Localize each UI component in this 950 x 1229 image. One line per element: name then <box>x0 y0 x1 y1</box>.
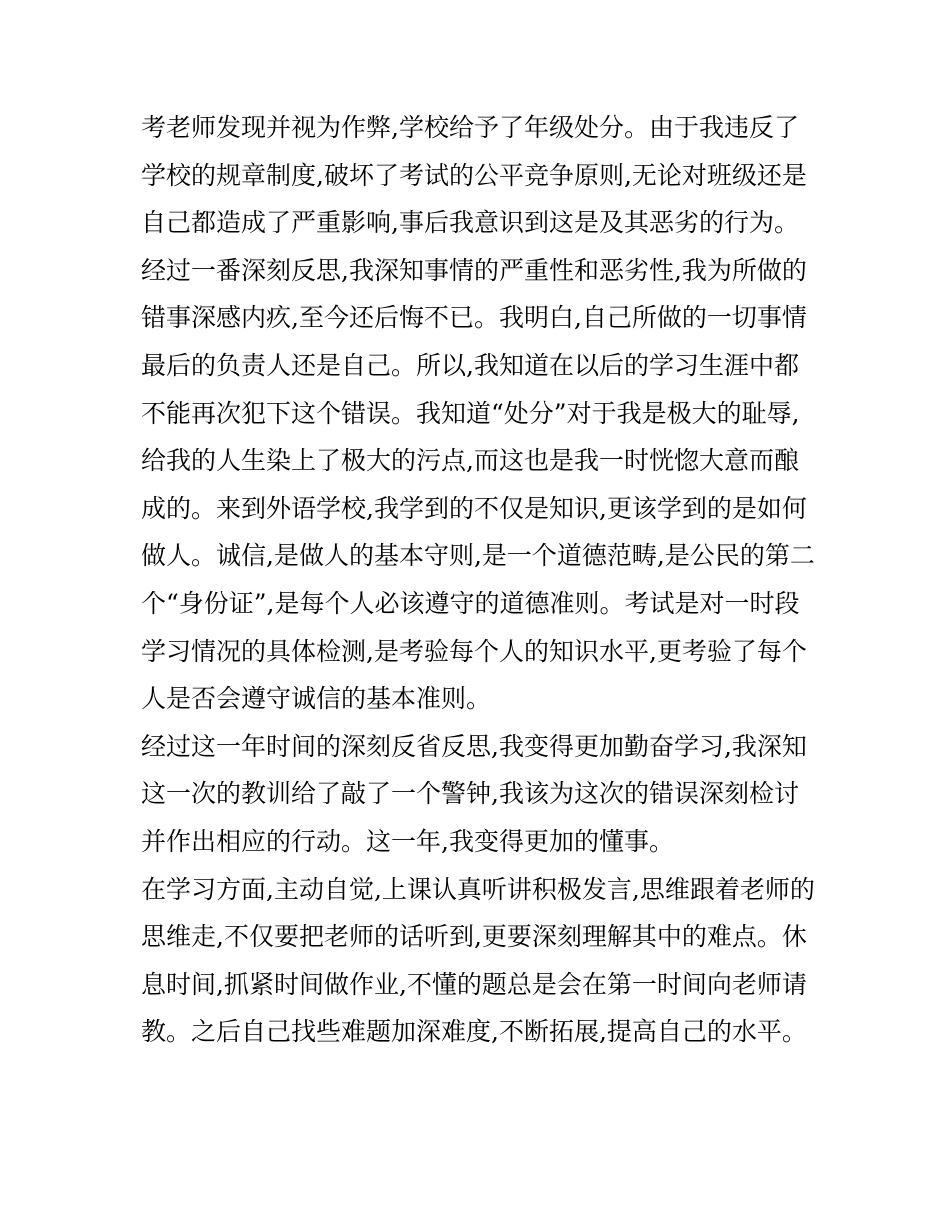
document-body <box>141 104 815 1056</box>
text-line: 息时间,抓紧时间做作业,不懂的题总是会在第一时间向老师请 <box>141 969 807 999</box>
text-line: 经过一番深刻反思,我深知事情的严重性和恶劣性,我为所做的 <box>141 255 807 285</box>
text-line: 成的。来到外语学校,我学到的不仅是知识,更该学到的是如何 <box>141 493 807 523</box>
text-line: 自己都造成了严重影响,事后我意识到这是及其恶劣的行为。 <box>141 208 799 238</box>
text-line: 学校的规章制度,破坏了考试的公平竞争原则,无论对班级还是 <box>141 160 807 190</box>
text-line: 教。之后自己找些难题加深难度,不断拓展,提高自己的水平。 <box>141 1017 807 1047</box>
text-line: 学习情况的具体检测,是考验每个人的知识水平,更考验了每个 <box>141 636 807 666</box>
text-line: 考老师发现并视为作弊,学校给予了年级处分。由于我违反了 <box>141 113 799 142</box>
text-line: 经过这一年时间的深刻反省反思,我变得更加勤奋学习,我深知 <box>141 731 807 761</box>
text-line: 做人。诚信,是做人的基本守则,是一个道德范畴,是公民的第二 <box>141 541 815 571</box>
text-line: 思维走,不仅要把老师的话听到,更要深刻理解其中的难点。休 <box>141 922 807 952</box>
text-line: 给我的人生染上了极大的污点,而这也是我一时恍惚大意而酿 <box>141 446 799 476</box>
text-line: 在学习方面,主动自觉,上课认真听讲积极发言,思维跟着老师的 <box>141 874 815 904</box>
text-line: 最后的负责人还是自己。所以,我知道在以后的学习生涯中都 <box>141 350 799 380</box>
text-line: 错事深感内疚,至今还后悔不已。我明白,自己所做的一切事情 <box>141 303 807 333</box>
text-line: 这一次的教训给了敲了一个警钟,我该为这次的错误深刻检讨 <box>141 779 799 809</box>
text-line: 并作出相应的行动。这一年,我变得更加的懂事。 <box>141 826 674 856</box>
text-line: 个“身份证”,是每个人必该遵守的道德准则。考试是对一时段 <box>141 588 800 618</box>
text-line: 人是否会遵守诚信的基本准则。 <box>141 684 492 714</box>
text-line: 不能再次犯下这个错误。我知道“处分”对于我是极大的耻辱, <box>141 398 800 428</box>
